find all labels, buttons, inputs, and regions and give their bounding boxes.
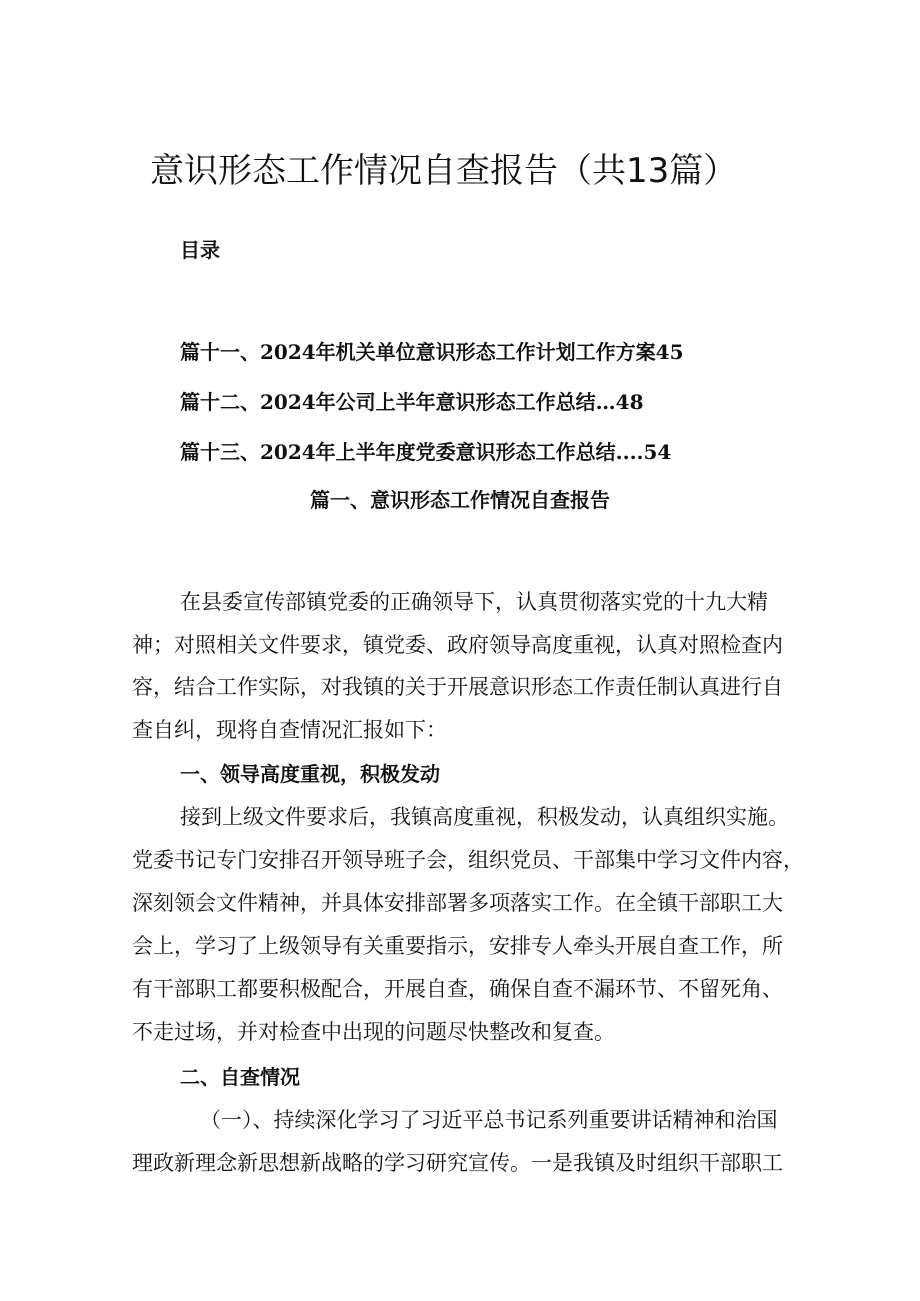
section-title: 篇一、意识形态工作情况自查报告: [310, 488, 610, 512]
intro-line: 神；对照相关文件要求，镇党委、政府领导高度重视，认真对照检查内: [132, 633, 783, 657]
paragraph-line: 会上，学习了上级领导有关重要指示，安排专人牵头开展自查工作，所: [132, 934, 783, 958]
paragraph-line: 接到上级文件要求后，我镇高度重视，积极发动，认真组织实施。: [180, 805, 789, 829]
intro-line: 查自纠，现将自查情况汇报如下：: [132, 718, 447, 742]
paragraph-line: 深刻领会文件精神，并具体安排部署多项落实工作。在全镇干部职工大: [132, 891, 783, 915]
paragraph-line: （一）、持续深化学习了习近平总书记系列重要讲话精神和治国: [200, 1108, 778, 1132]
toc-heading: 目录: [180, 238, 220, 262]
document-title: 意识形态工作情况自查报告（共13篇）: [150, 151, 738, 191]
paragraph-line: 有干部职工都要积极配合，开展自查，确保自查不漏环节、不留死角、: [132, 977, 783, 1001]
section-heading: 一、领导高度重视，积极发动: [180, 762, 440, 786]
toc-item[interactable]: 篇十三、2024年上半年度党委意识形态工作总结....54: [180, 440, 672, 464]
toc-item[interactable]: 篇十二、2024年公司上半年意识形态工作总结…48: [180, 390, 644, 414]
paragraph-line: 不走过场，并对检查中出现的问题尽快整改和复查。: [132, 1020, 615, 1044]
intro-line: 容，结合工作实际，对我镇的关于开展意识形态工作责任制认真进行自: [132, 675, 783, 699]
paragraph-line: 理政新理念新思想新战略的学习研究宣传。一是我镇及时组织干部职工: [132, 1151, 783, 1175]
toc-item[interactable]: 篇十一、2024年机关单位意识形态工作计划工作方案45: [180, 340, 684, 364]
intro-line: 在县委宣传部镇党委的正确领导下，认真贯彻落实党的十九大精: [180, 590, 768, 614]
paragraph-line: 党委书记专门安排召开领导班子会，组织党员、干部集中学习文件内容，: [132, 848, 804, 872]
section-heading: 二、自查情况: [180, 1065, 300, 1089]
